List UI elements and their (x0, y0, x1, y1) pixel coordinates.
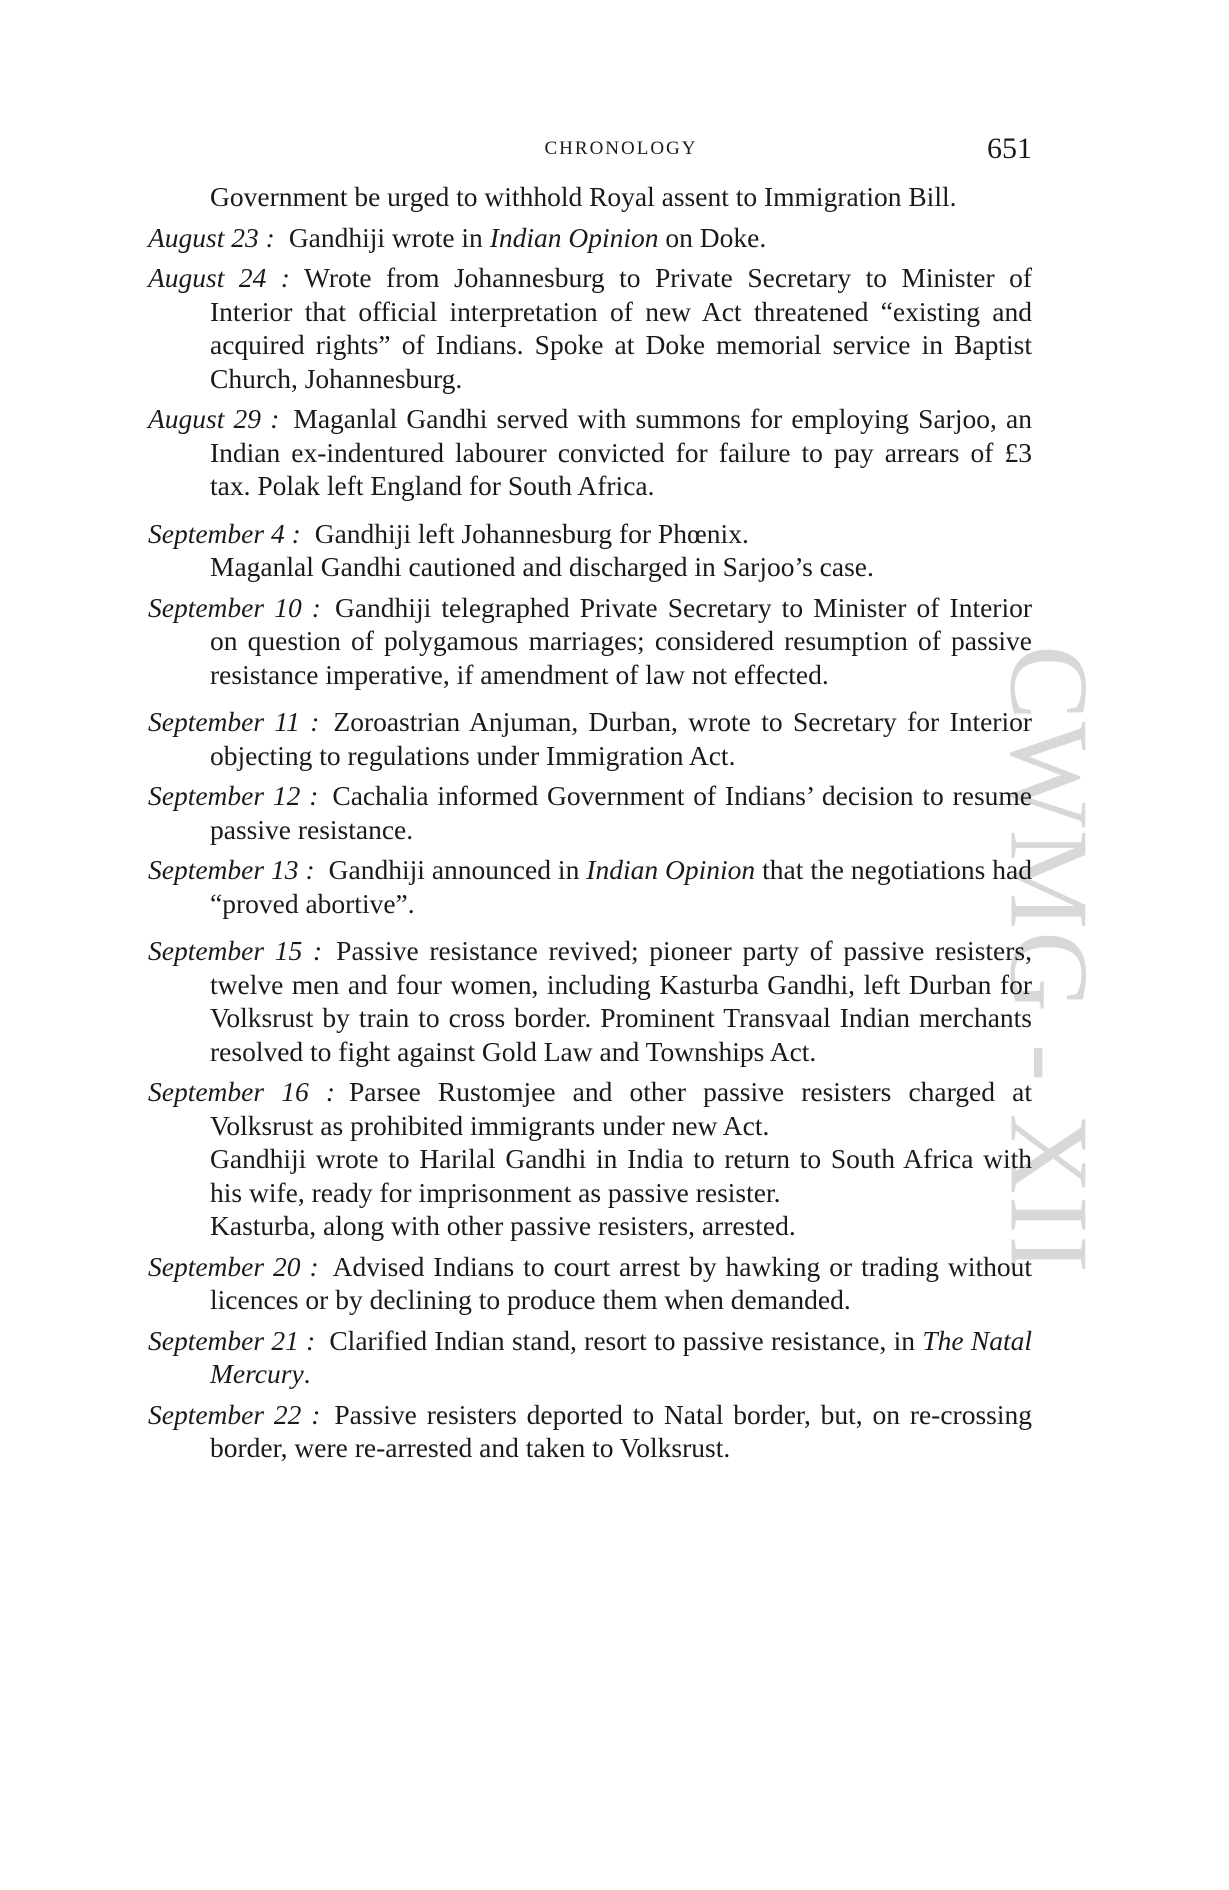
entry-date: September 12 : (148, 780, 319, 811)
entry-text: Gandhiji telegraphed Private Secretary to Minister of Interior on question of polygamous marriages; considered resumption of passive resistance imperative, if amendment of law not effected. (210, 591, 1032, 690)
chronology-entry (148, 517, 1032, 584)
entry-text: Gandhiji wrote in (288, 221, 490, 253)
entry-text: Cachalia informed Government of Indians’ decision to resume passive resistance. (210, 780, 1032, 845)
chronology-entry (148, 1250, 1032, 1317)
page-number: 651 (987, 132, 1032, 165)
entry-text: on Doke. (658, 221, 767, 253)
entry-date: September 15 : (148, 935, 323, 966)
chronology-entry (148, 779, 1032, 846)
chronology-entry (148, 1075, 1032, 1243)
entry-text: Maganlal Gandhi cautioned and discharged in Sarjoo’s case. (210, 551, 874, 582)
entry-text: that the negotiations had “proved abortive”. (210, 854, 1032, 919)
running-title: CHRONOLOGY (544, 138, 698, 159)
entry-text: Gandhiji announced in (328, 854, 587, 885)
page-header (210, 132, 1032, 172)
chronology-list (148, 180, 1032, 1472)
entry-text: Passive resistance revived; pioneer party of passive resisters, twelve men and four women, including Kasturba Gandhi, left Durban for Volksrust by train to cross border. Prominent Transvaal Indian merchants resolved to fight against Gold Law and Townships Act. (210, 935, 1032, 1067)
entry-text: Passive resisters deported to Natal border, but, on re-crossing border, were re-arrested and taken to Volksrust. (210, 1398, 1032, 1463)
entry-text: Maganlal Gandhi served with summons for employing Sarjoo, an Indian ex-indentured labourer convicted for failure to pay arrears of £3 tax. Polak left England for South Africa. (210, 403, 1032, 501)
entry-date: August 24 : (148, 262, 290, 293)
chronology-entry (148, 1324, 1032, 1391)
entry-date: September 11 : (148, 706, 320, 737)
entry-text: Gandhiji left Johannesburg for Phœnix. (314, 517, 749, 549)
publication-title: The Natal Mercury (210, 1324, 1033, 1389)
entry-date: September 22 : (148, 1398, 321, 1430)
continued-entry (148, 180, 1032, 214)
entry-text: Wrote from Johannesburg to Private Secretary to Minister of Interior that official interpretation of new Act threatened “existing and acquired rights” of Indians. Spoke at Doke memorial service in Baptist Church, Johannesburg. (210, 262, 1032, 394)
entry-date: September 20 : (148, 1250, 319, 1282)
entry-text: Clarified Indian stand, resort to passive resistance, in (329, 1324, 923, 1356)
chronology-entry (148, 934, 1032, 1068)
entry-text: . (303, 1358, 311, 1389)
entry-text: Gandhiji wrote to Harilal Gandhi in India to return to South Africa with his wife, ready for imprisonment as passive resister. (210, 1143, 1032, 1208)
chronology-entry (148, 261, 1032, 395)
entry-date: August 29 : (148, 403, 280, 434)
chronology-entry (148, 402, 1032, 503)
entry-date: September 4 : (148, 517, 301, 549)
entry-date: August 23 : (148, 221, 275, 253)
publication-title: Indian Opinion (586, 854, 756, 885)
entry-text: Parsee Rustomjee and other passive resisters charged at Volksrust as prohibited immigrants under new Act. (210, 1076, 1032, 1141)
entry-text: Zoroastrian Anjuman, Durban, wrote to Secretary for Interior objecting to regulations under Immigration Act. (210, 706, 1032, 771)
chronology-entry (148, 1398, 1032, 1465)
entry-text: Advised Indians to court arrest by hawking or trading without licences or by declining to produce them when demanded. (210, 1250, 1032, 1315)
watermark-text: CWMG - XII (986, 645, 1111, 1275)
publication-title: Indian Opinion (489, 221, 659, 253)
entry-date: September 13 : (148, 854, 315, 885)
entry-text: Government be urged to withhold Royal assent to Immigration Bill. (210, 181, 957, 212)
entry-date: September 21 : (148, 1324, 316, 1356)
entry-date: September 16 : (148, 1076, 335, 1107)
chronology-entry (148, 221, 1032, 255)
chronology-entry (148, 591, 1032, 692)
entry-date: September 10 : (148, 591, 321, 623)
entry-text: Kasturba, along with other passive resisters, arrested. (210, 1210, 796, 1241)
chronology-entry (148, 705, 1032, 772)
chronology-entry (148, 853, 1032, 920)
